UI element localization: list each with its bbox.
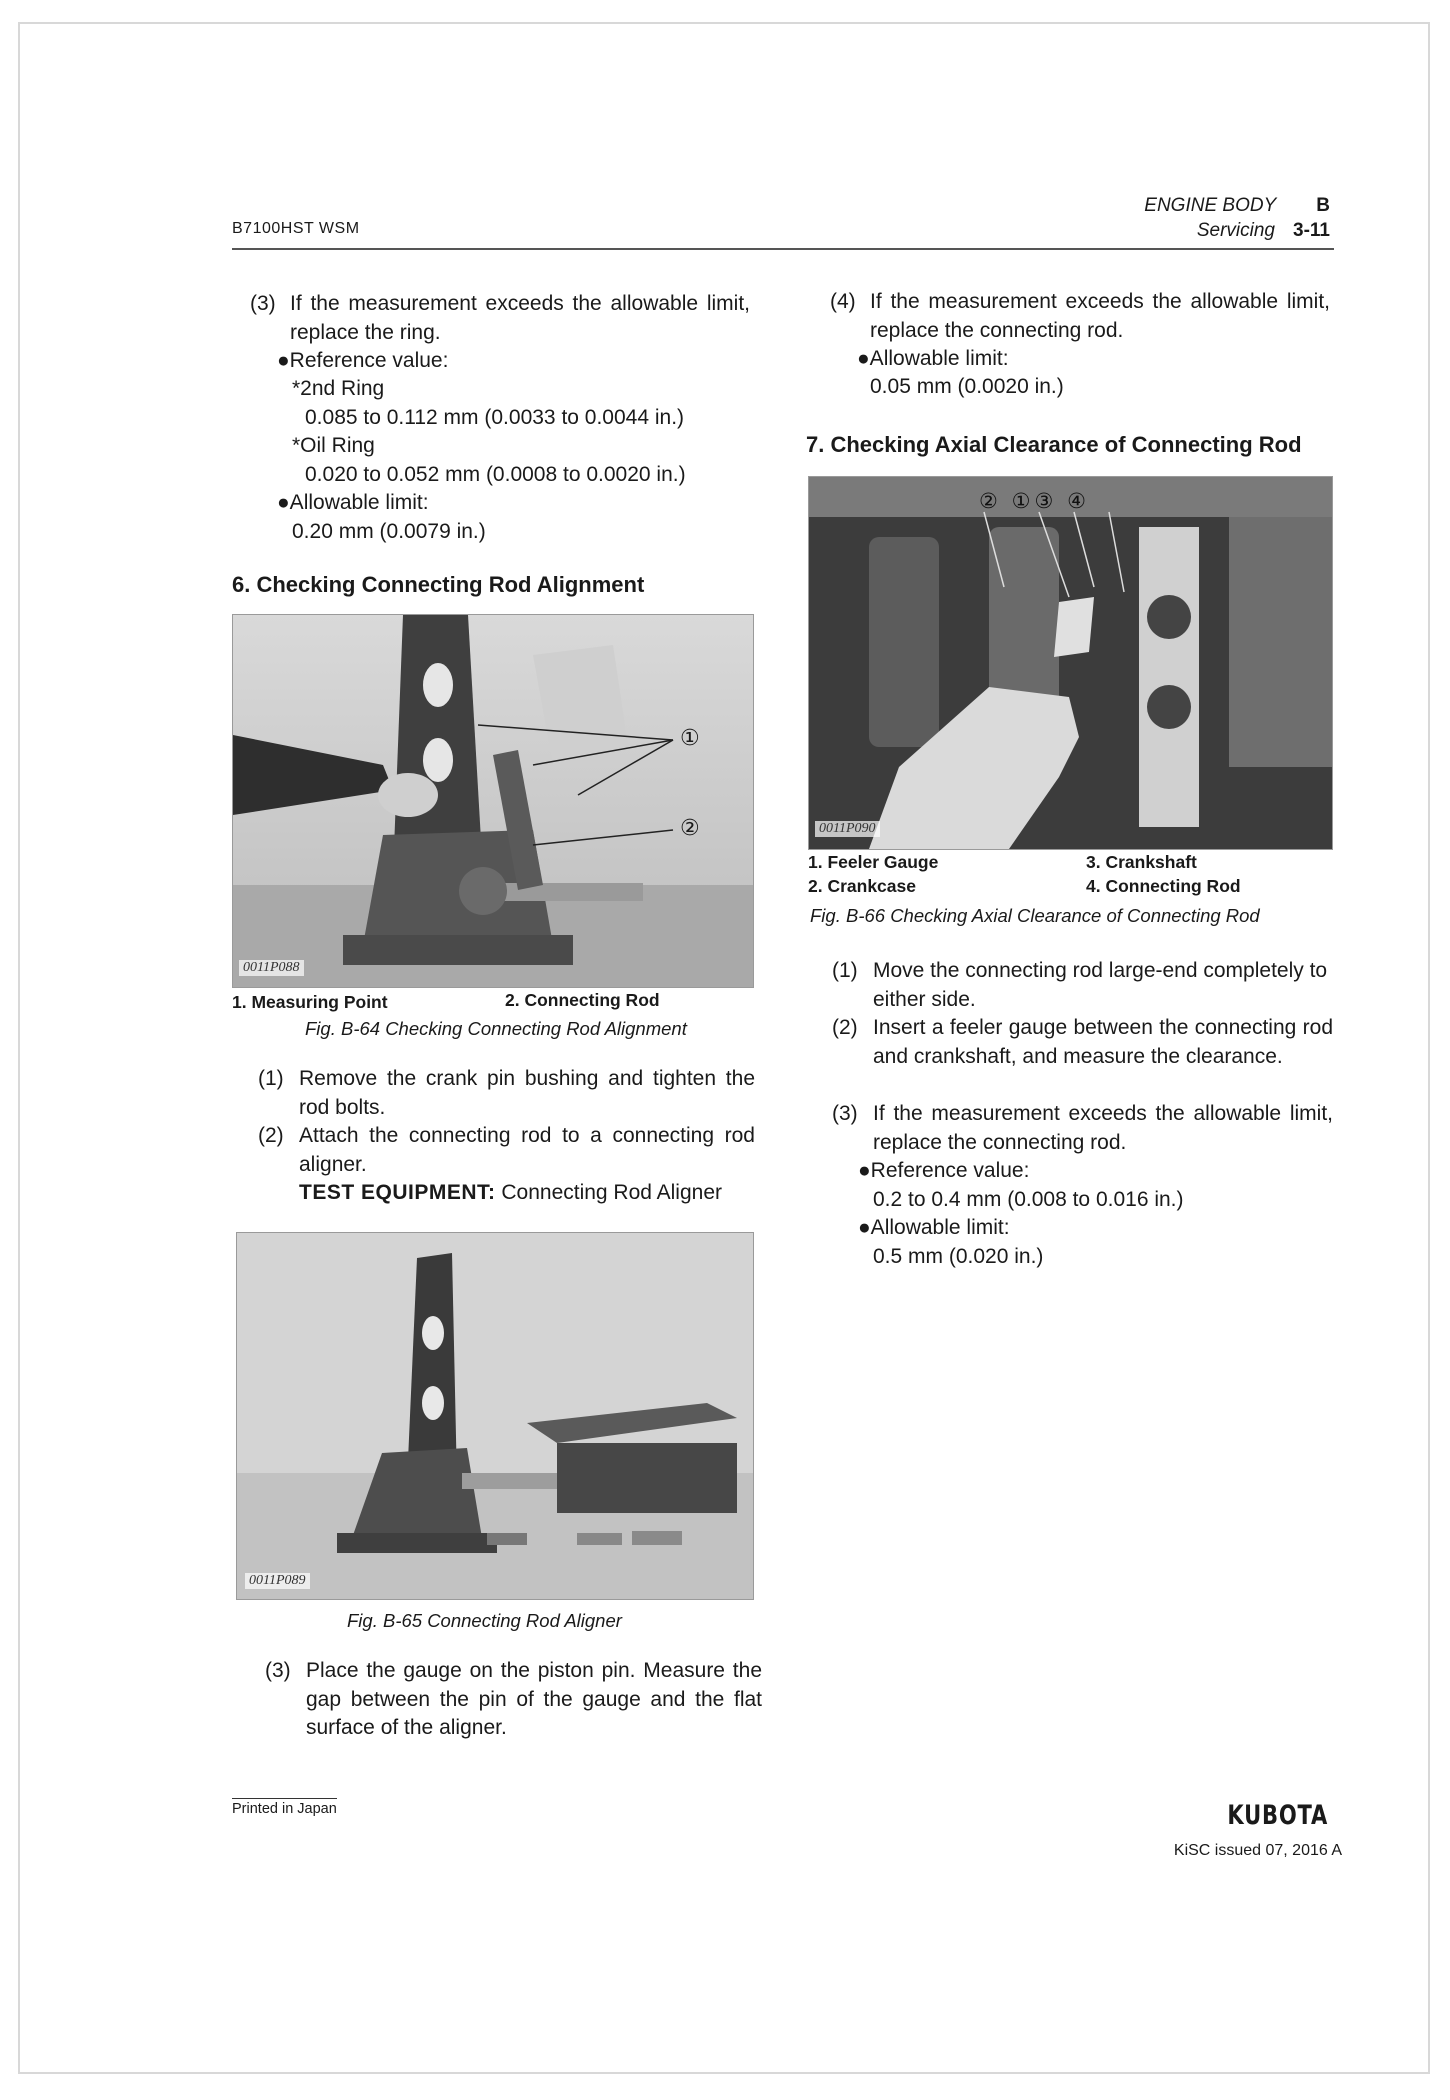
reference-value: 0.2 to 0.4 mm (0.008 to 0.016 in.) [873,1188,1184,1211]
section-heading-6: 6. Checking Connecting Rod Alignment [232,572,645,597]
legend-item-2: 2. Crankcase [808,876,916,896]
legend-item-4: 4. Connecting Rod [1086,876,1241,896]
doc-code: B7100HST WSM [232,220,360,237]
figure-caption-b64: Fig. B-64 Checking Connecting Rod Alignment [305,1018,687,1039]
photo-alignment [232,614,754,988]
issued-note: KiSC issued 07, 2016 A [1173,1842,1342,1859]
allowable-label: ●Allowable limit: [857,347,1009,370]
photo-code: 0011P089 [245,1573,310,1589]
callout-1: ① [680,725,700,750]
photo-code: 0011P088 [239,960,304,976]
photo-code: 0011P090 [815,821,880,837]
oil-ring-value: 0.020 to 0.052 mm (0.0008 to 0.0020 in.) [305,463,686,486]
allowable-value: 0.5 mm (0.020 in.) [873,1245,1044,1268]
step-number: (3) [265,1659,291,1682]
step-text: If the measurement exceeds the allowable limit, replace the ring. [290,292,750,344]
legend-item-2: 2. Connecting Rod [505,990,660,1010]
photo-alignment-illustration [233,615,753,987]
allowable-label: ●Allowable limit: [277,491,429,514]
brand-logo: KUBOTA [1227,1800,1328,1831]
step-text: Attach the connecting rod to a connecting rod aligner. [299,1124,755,1176]
test-equipment-value: Connecting Rod Aligner [501,1181,723,1204]
printed-in: Printed in Japan [232,1798,337,1817]
photo-aligner [236,1232,754,1600]
step-number: (3) [250,292,276,315]
legend-item-1: 1. Feeler Gauge [808,852,939,872]
ring2-label: *2nd Ring [292,377,385,400]
section-name: ENGINE BODY [1144,195,1277,216]
step-number: (1) [258,1067,284,1090]
subsection-line [1197,220,1330,242]
ring2-value: 0.085 to 0.112 mm (0.0033 to 0.0044 in.) [305,406,685,429]
allowable-label: ●Allowable limit: [858,1216,1010,1239]
step-text: Remove the crank pin bushing and tighten the rod bolts. [299,1067,755,1119]
step-text: If the measurement exceeds the allowable limit, replace the connecting rod. [870,290,1330,342]
photo-aligner-illustration [237,1233,753,1599]
section-heading-7: 7. Checking Axial Clearance of Connecting Rod [806,432,1302,457]
section-letter: B [1316,195,1330,216]
step-number: (1) [832,959,858,982]
oil-ring-label: *Oil Ring [292,434,375,457]
callouts: ② ①③ ④ [979,490,1090,513]
subsection-name: Servicing [1196,220,1276,241]
test-equipment [299,1179,722,1208]
page-number: 3-11 [1293,220,1330,241]
step-number: (2) [832,1016,858,1039]
allowable-value: 0.05 mm (0.0020 in.) [870,375,1064,398]
step-text: Move the connecting rod large-end completely to either side. [873,959,1328,1011]
photo-axial-clearance [808,476,1333,850]
legend-item-3: 3. Crankshaft [1086,852,1197,872]
step-text: Insert a feeler gauge between the connecting rod and crankshaft, and measure the clearance. [873,1016,1333,1068]
figure-caption-b65: Fig. B-65 Connecting Rod Aligner [347,1610,622,1631]
figure-caption-b66: Fig. B-66 Checking Axial Clearance of Connecting Rod [810,905,1260,926]
photo-axial-clearance-illustration [809,477,1332,849]
test-equipment-label: TEST EQUIPMENT: [299,1181,496,1204]
reference-label: ●Reference value: [277,349,449,372]
allowable-value: 0.20 mm (0.0079 in.) [292,520,486,543]
section-title [1144,195,1330,217]
legend-item-1: 1. Measuring Point [232,992,388,1012]
header-rule [232,248,1334,250]
step-number: (3) [832,1102,858,1125]
step-number: (4) [830,290,856,313]
step-text: If the measurement exceeds the allowable limit, replace the connecting rod. [873,1102,1333,1154]
step-text: Place the gauge on the piston pin. Measure the gap between the pin of the gauge and the flat surface of the aligner. [306,1659,762,1739]
callout-2: ② [680,815,700,840]
reference-label: ●Reference value: [858,1159,1030,1182]
step-number: (2) [258,1124,284,1147]
